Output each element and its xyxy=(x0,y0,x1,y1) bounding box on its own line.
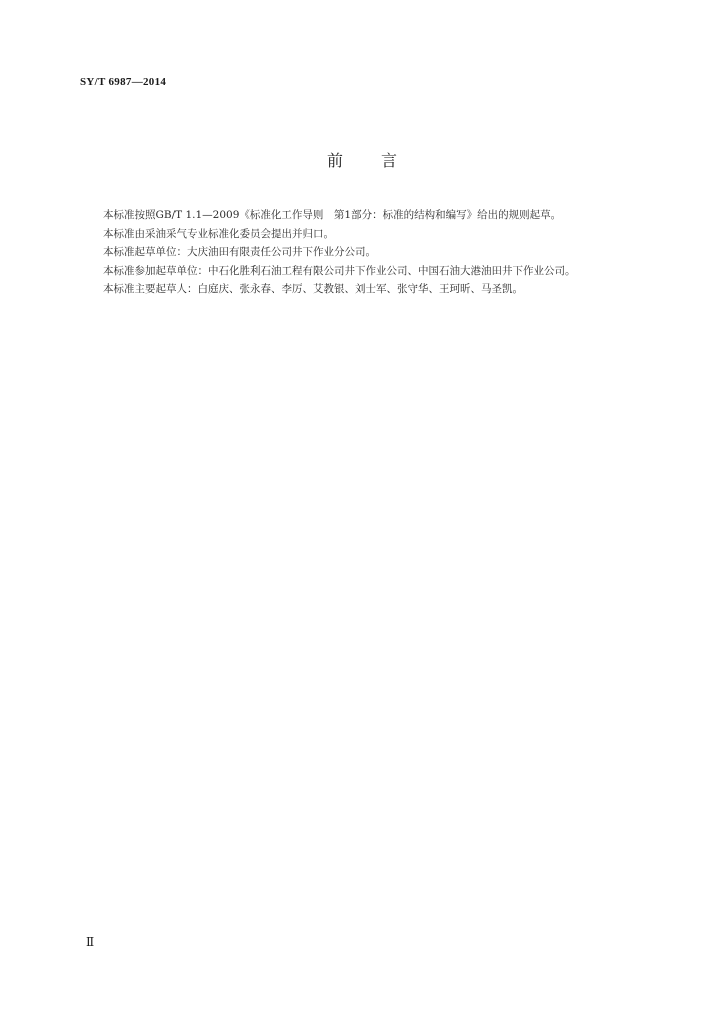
standard-code-header: SY/T 6987—2014 xyxy=(80,76,167,88)
paragraph-drafting-unit: 本标准起草单位：大庆油田有限责任公司井下作业分公司。 xyxy=(103,246,376,258)
page-title: 前言 xyxy=(326,151,435,170)
paragraph-proposer: 本标准由采油采气专业标准化委员会提出并归口。 xyxy=(103,227,334,240)
page-number: Ⅱ xyxy=(86,935,95,949)
paragraph-drafters: 本标准主要起草人：白庭庆、张永春、李厉、艾教银、刘士军、张守华、王珂昕、马圣凯。 xyxy=(103,283,523,295)
paragraph-drafting-rules: 本标准按照GB/T 1.1—2009《标准化工作导则 第1部分：标准的结构和编写》给出的规则起草。 xyxy=(103,209,562,221)
paragraph-participating-units: 本标准参加起草单位：中石化胜利石油工程有限公司井下作业公司、中国石油大港油田井下作业公司。 xyxy=(103,264,576,277)
foreword-body xyxy=(82,206,642,299)
